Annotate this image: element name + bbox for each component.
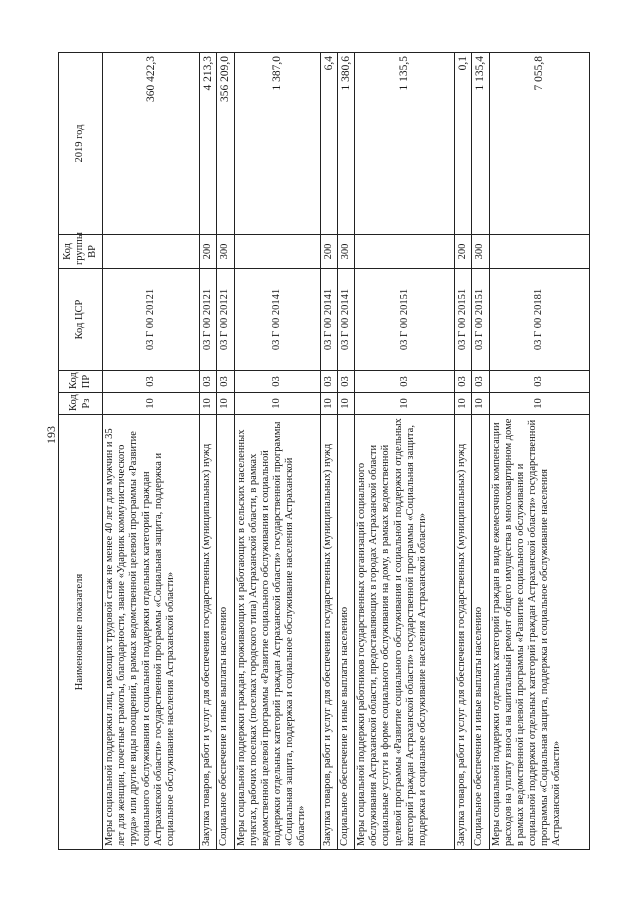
page-number: 193 (44, 426, 58, 444)
row-vr (354, 235, 454, 269)
row-rz: 10 (354, 393, 454, 415)
row-csr: 03 Г 00 20121 (103, 269, 200, 371)
row-csr: 03 Г 00 20141 (320, 269, 337, 371)
row-pr: 03 (472, 371, 489, 393)
row-amount: 0,1 (455, 53, 472, 235)
row-name: Социальное обеспечение и иные выплаты населению (472, 415, 489, 850)
row-rz: 10 (234, 393, 320, 415)
row-amount: 360 422,3 (103, 53, 200, 235)
header-name: Наименование показателя (59, 415, 103, 850)
row-rz: 10 (200, 393, 217, 415)
row-amount: 6,4 (320, 53, 337, 235)
row-vr (103, 235, 200, 269)
table-row (103, 53, 200, 850)
header-rz: Код Рз (59, 393, 103, 415)
row-amount: 4 213,3 (200, 53, 217, 235)
row-pr: 03 (234, 371, 320, 393)
row-vr: 300 (217, 235, 234, 269)
row-rz: 10 (217, 393, 234, 415)
row-amount: 1 380,6 (337, 53, 354, 235)
row-name: Социальное обеспечение и иные выплаты населению (337, 415, 354, 850)
row-name: Меры социальной поддержки отдельных категорий граждан в виде ежемесячной компенсации расходов на уплату взноса на капитальный ремонт общего имущества в многоквартирном доме в рамках ведомственной целевой программы «Развитие социального обслуживания и социальной поддержки отдельных категорий граждан Астраханской области» государственной программы «Социальная защита, поддержка и социальное обслуживание населения Астраханской области» (489, 415, 589, 850)
table-row (200, 53, 217, 850)
table-row (234, 53, 320, 850)
table-row (217, 53, 234, 850)
row-csr: 03 Г 00 20141 (337, 269, 354, 371)
row-pr: 03 (337, 371, 354, 393)
row-csr: 03 Г 00 20141 (234, 269, 320, 371)
table-row (489, 53, 589, 850)
row-vr (234, 235, 320, 269)
row-vr: 300 (337, 235, 354, 269)
row-vr: 200 (455, 235, 472, 269)
table-row (455, 53, 472, 850)
row-pr: 03 (103, 371, 200, 393)
row-pr: 03 (489, 371, 589, 393)
row-rz: 10 (320, 393, 337, 415)
table-row (320, 53, 337, 850)
row-name: Закупка товаров, работ и услуг для обеспечения государственных (муниципальных) нужд (200, 415, 217, 850)
table-header-row (59, 53, 103, 850)
table-row (337, 53, 354, 850)
row-rz: 10 (455, 393, 472, 415)
row-name: Закупка товаров, работ и услуг для обеспечения государственных (муниципальных) нужд (455, 415, 472, 850)
row-csr: 03 Г 00 20151 (455, 269, 472, 371)
row-pr: 03 (217, 371, 234, 393)
row-amount: 1 135,5 (354, 53, 454, 235)
row-name: Социальное обеспечение и иные выплаты населению (217, 415, 234, 850)
budget-table (58, 52, 590, 850)
table-row (472, 53, 489, 850)
row-name: Меры социальной поддержки лиц, имеющих трудовой стаж не менее 40 лет для мужчин и 35 лет для женщин, почетные грамоты, благодарности, звание «Ударник коммунистического труда» или другие виды поощрений, в рамках ведомственной целевой программы «Развитие социального обслуживания и социальной поддержки отдельных категорий граждан Астраханской области» государственной программы «Социальная защита, поддержка и социальное обслуживание населения Астраханской области» (103, 415, 200, 850)
row-csr: 03 Г 00 20151 (472, 269, 489, 371)
row-pr: 03 (354, 371, 454, 393)
header-vr: Код группы ВР (59, 235, 103, 269)
row-amount: 356 209,0 (217, 53, 234, 235)
rotated-table-container (58, 53, 590, 850)
row-pr: 03 (200, 371, 217, 393)
row-rz: 10 (489, 393, 589, 415)
row-rz: 10 (103, 393, 200, 415)
row-name: Закупка товаров, работ и услуг для обеспечения государственных (муниципальных) нужд (320, 415, 337, 850)
row-vr: 200 (320, 235, 337, 269)
row-rz: 10 (337, 393, 354, 415)
row-csr: 03 Г 00 20151 (354, 269, 454, 371)
header-year: 2019 год (59, 53, 103, 235)
table-row (354, 53, 454, 850)
row-vr: 300 (472, 235, 489, 269)
header-pr: Код ПР (59, 371, 103, 393)
row-pr: 03 (320, 371, 337, 393)
row-vr: 200 (200, 235, 217, 269)
row-vr (489, 235, 589, 269)
row-csr: 03 Г 00 20121 (200, 269, 217, 371)
header-csr: Код ЦСР (59, 269, 103, 371)
row-name: Меры социальной поддержки работников государственных организаций социального обслуживания Астраханской области, предоставляющих в городах Астраханской области социальные услуги в форме социального обслуживания на дому, в рамках ведомственной целевой программы «Развитие социального обслуживания и социальной поддержки отдельных категорий граждан Астраханской области» государственной программы «Социальная защита, поддержка и социальное обслуживание населения Астраханской области» (354, 415, 454, 850)
row-pr: 03 (455, 371, 472, 393)
row-csr: 03 Г 00 20181 (489, 269, 589, 371)
row-amount: 1 387,0 (234, 53, 320, 235)
row-amount: 1 135,4 (472, 53, 489, 235)
row-csr: 03 Г 00 20121 (217, 269, 234, 371)
row-name: Меры социальной поддержки граждан, проживающих и работающих в сельских населенных пунктах, рабочих поселках (поселках городского типа) Астраханской области, в рамках ведомственной целевой программы «Развитие социального обслуживания и социальной поддержки отдельных категорий граждан Астраханской области» государственной программы «Социальная защита, поддержка и социальное обслуживание населения Астраханской области» (234, 415, 320, 850)
row-amount: 7 055,8 (489, 53, 589, 235)
row-rz: 10 (472, 393, 489, 415)
